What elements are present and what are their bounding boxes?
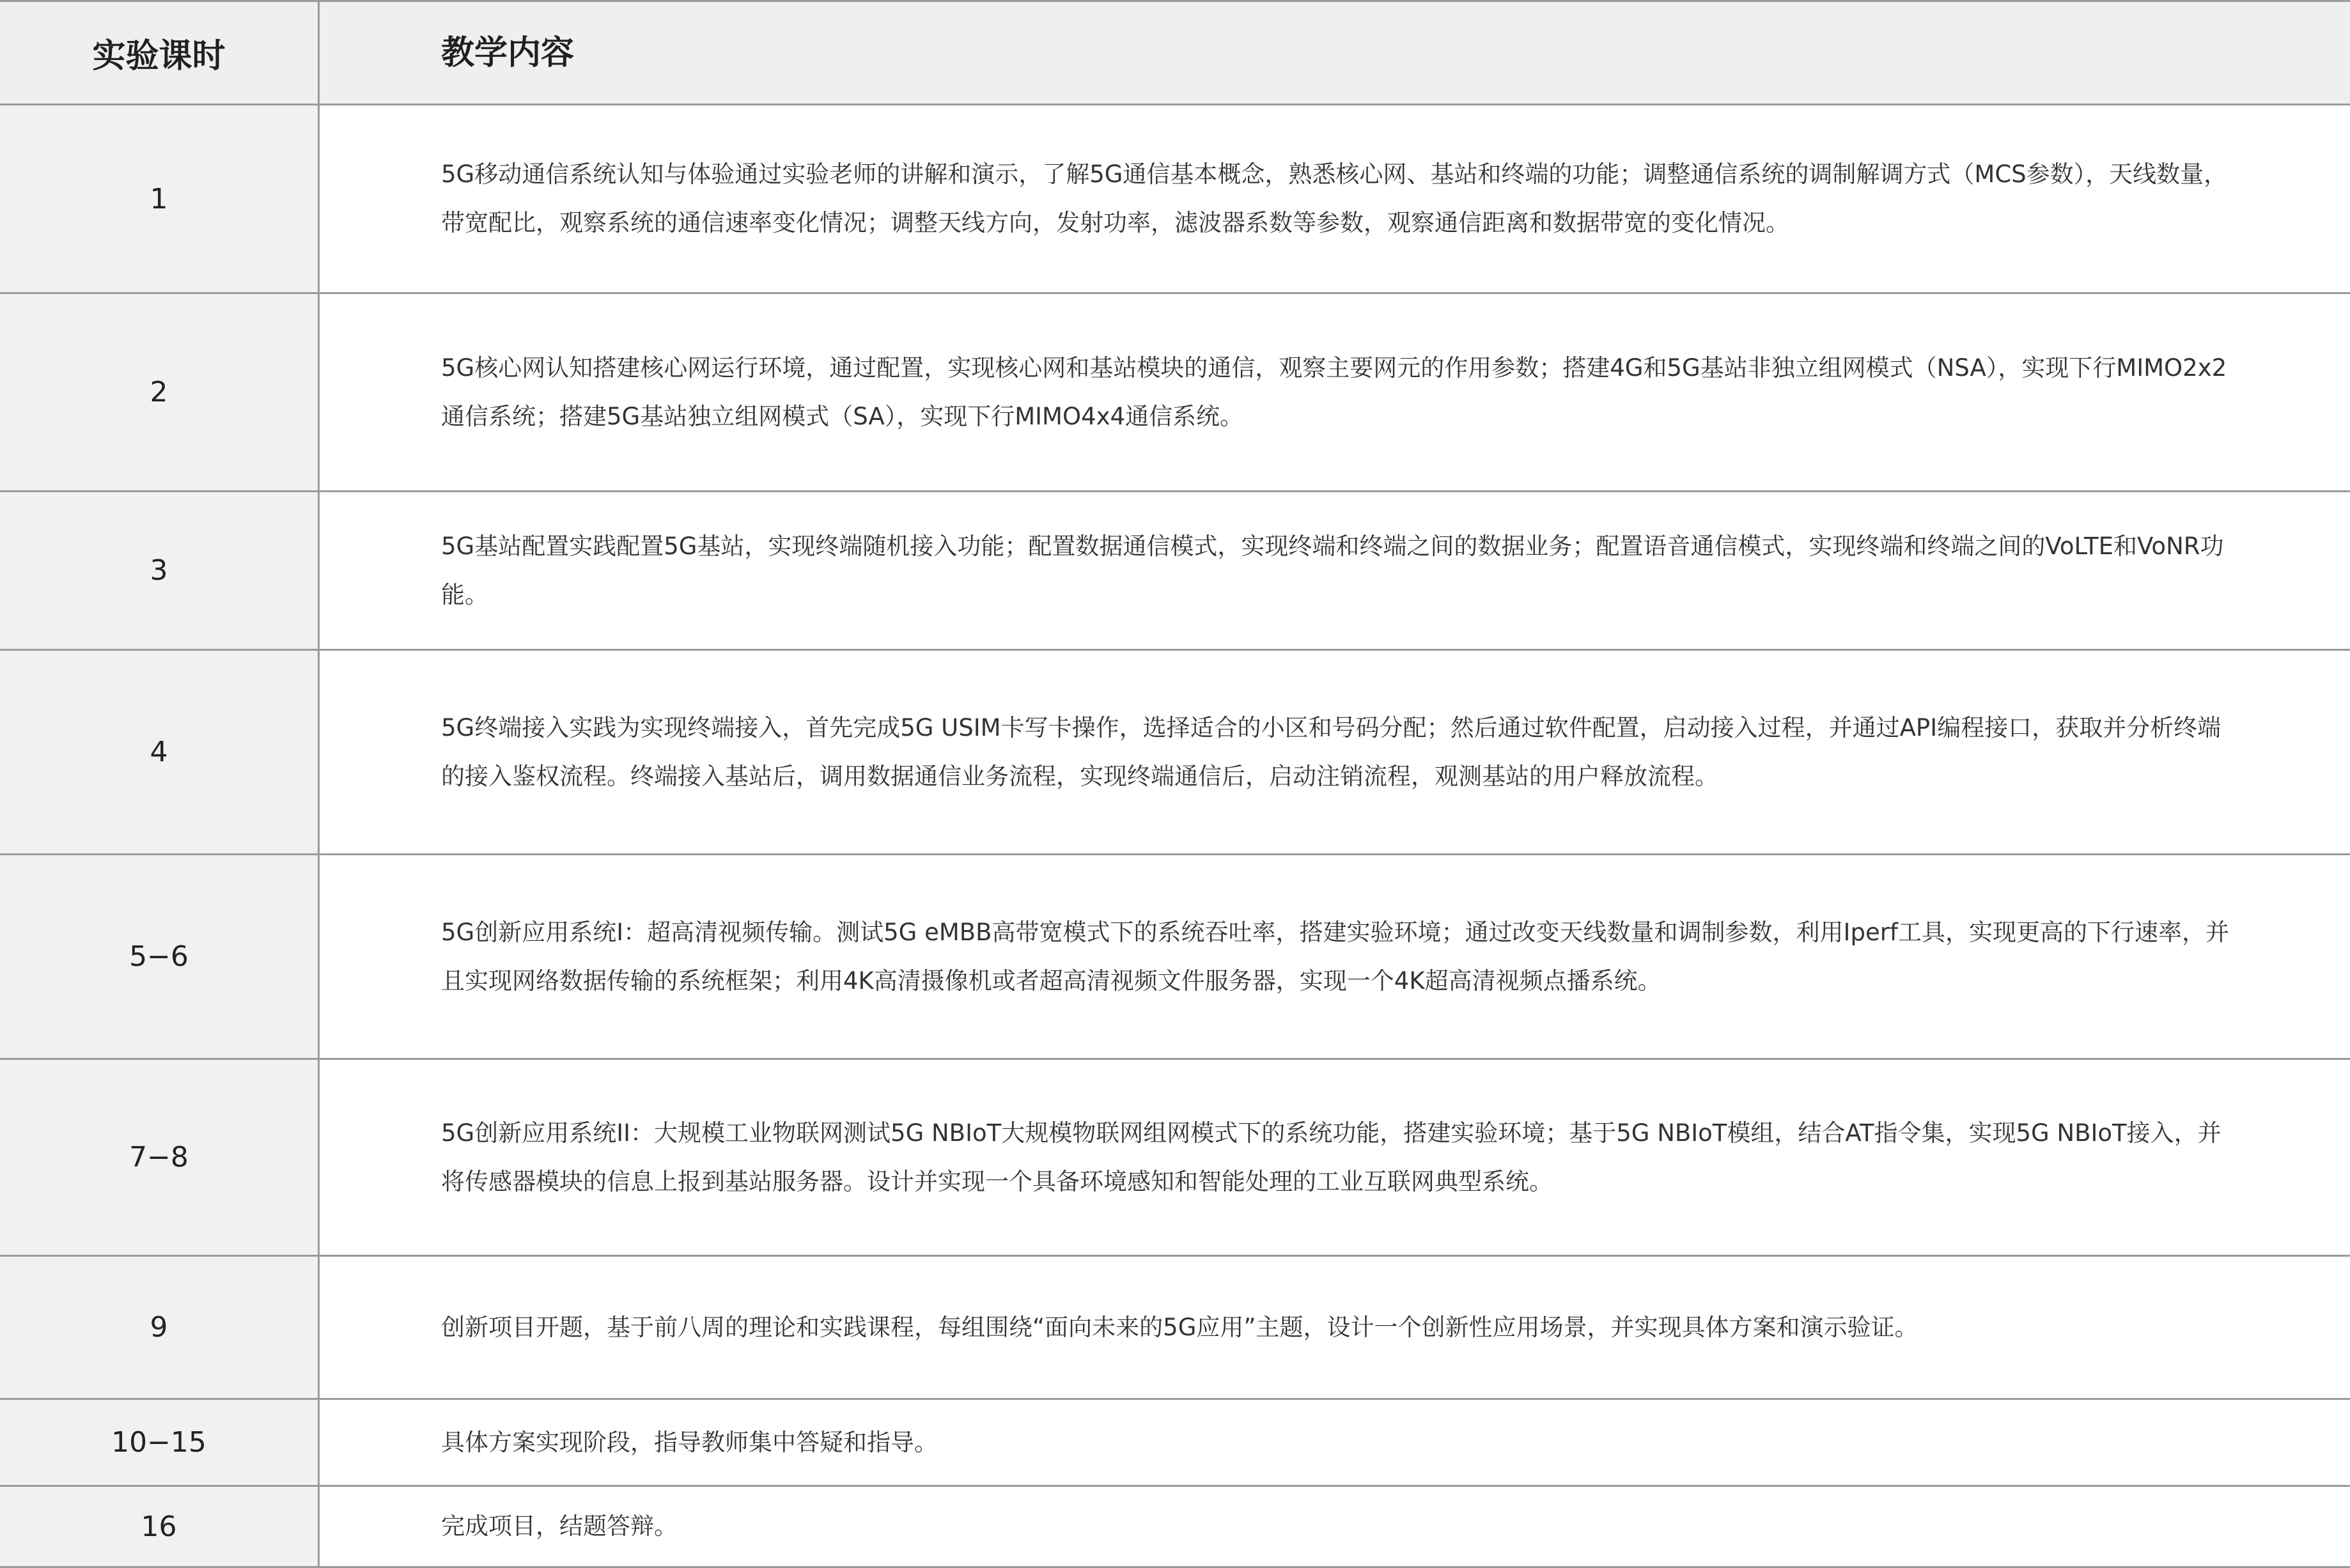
table-row	[0, 294, 2350, 492]
hours-value: 4	[150, 736, 168, 768]
hours-cell	[0, 651, 320, 853]
content-cell	[320, 294, 2350, 490]
content-cell	[320, 1060, 2350, 1255]
hours-value: 16	[141, 1510, 177, 1543]
hours-value: 2	[150, 376, 168, 408]
hours-value: 9	[150, 1311, 168, 1344]
table-row	[0, 855, 2350, 1060]
hours-value: 5−6	[129, 940, 189, 973]
table-row	[0, 1257, 2350, 1400]
table-row	[0, 492, 2350, 651]
header-content-cell	[320, 2, 2350, 104]
content-text: 5G移动通信系统认知与体验通过实验老师的讲解和演示，了解5G通信基本概念，熟悉核心网、基站和终端的功能；调整通信系统的调制解调方式（MCS参数），天线数量，带宽配比，观察系统的通信速率变化情况；调整天线方向，发射功率，滤波器系数等参数，观察通信距离和数据带宽的变化情况。	[441, 160, 2228, 237]
table-row	[0, 1487, 2350, 1568]
hours-cell	[0, 105, 320, 292]
content-cell	[320, 1257, 2350, 1398]
content-cell	[320, 1400, 2350, 1485]
table-row	[0, 1400, 2350, 1487]
hours-cell	[0, 1257, 320, 1398]
content-text: 5G创新应用系统II：大规模工业物联网测试5G NBIoT大规模物联网组网模式下的系统功能，搭建实验环境；基于5G NBIoT模组，结合AT指令集，实现5G NBIoT接入，并将传感器模块的信息上报到基站服务器。设计并实现一个具备环境感知和智能处理的工业互联网典型系统。	[441, 1119, 2222, 1195]
hours-value: 7−8	[129, 1141, 189, 1174]
hours-cell	[0, 492, 320, 649]
header-hours-label: 实验课时	[92, 37, 226, 75]
content-cell	[320, 1487, 2350, 1566]
hours-value: 1	[150, 182, 168, 215]
content-text: 5G核心网认知搭建核心网运行环境，通过配置，实现核心网和基站模块的通信，观察主要网元的作用参数；搭建4G和5G基站非独立组网模式（NSA），实现下行MIMO2x2通信系统；搭建5G基站独立组网模式（SA），实现下行MIMO4x4通信系统。	[441, 353, 2227, 430]
content-text: 具体方案实现阶段，指导教师集中答疑和指导。	[441, 1428, 938, 1456]
content-text: 5G创新应用系统I：超高清视频传输。测试5G eMBB高带宽模式下的系统吞吐率，搭建实验环境；通过改变天线数量和调制参数，利用Iperf工具，实现更高的下行速率，并且实现网络数据传输的系统框架；利用4K高清摄像机或者超高清视频文件服务器，实现一个4K超高清视频点播系统。	[441, 918, 2229, 995]
content-text: 完成项目，结题答辩。	[441, 1512, 678, 1540]
content-cell	[320, 651, 2350, 853]
content-text: 5G基站配置实践配置5G基站，实现终端随机接入功能；配置数据通信模式，实现终端和终端之间的数据业务；配置语音通信模式，实现终端和终端之间的VoLTE和VoNR功能。	[441, 532, 2224, 609]
hours-cell	[0, 1060, 320, 1255]
table-header-row	[0, 0, 2350, 105]
hours-value: 10−15	[111, 1426, 206, 1459]
header-hours-cell	[0, 2, 320, 104]
content-text: 创新项目开题，基于前八周的理论和实践课程，每组围绕“面向未来的5G应用”主题，设计一个创新性应用场景，并实现具体方案和演示验证。	[441, 1313, 1918, 1341]
content-cell	[320, 855, 2350, 1058]
hours-cell	[0, 855, 320, 1058]
hours-value: 3	[150, 554, 168, 587]
content-text: 5G终端接入实践为实现终端接入，首先完成5G USIM卡写卡操作，选择适合的小区和号码分配；然后通过软件配置，启动接入过程，并通过API编程接口，获取并分析终端的接入鉴权流程。终端接入基站后，调用数据通信业务流程，实现终端通信后，启动注销流程，观测基站的用户释放流程。	[441, 713, 2222, 790]
table-row	[0, 651, 2350, 855]
table-row	[0, 105, 2350, 294]
content-cell	[320, 492, 2350, 649]
header-content-label: 教学内容	[441, 33, 575, 72]
hours-cell	[0, 294, 320, 490]
content-cell	[320, 105, 2350, 292]
table-row	[0, 1060, 2350, 1257]
hours-cell	[0, 1487, 320, 1566]
hours-cell	[0, 1400, 320, 1485]
